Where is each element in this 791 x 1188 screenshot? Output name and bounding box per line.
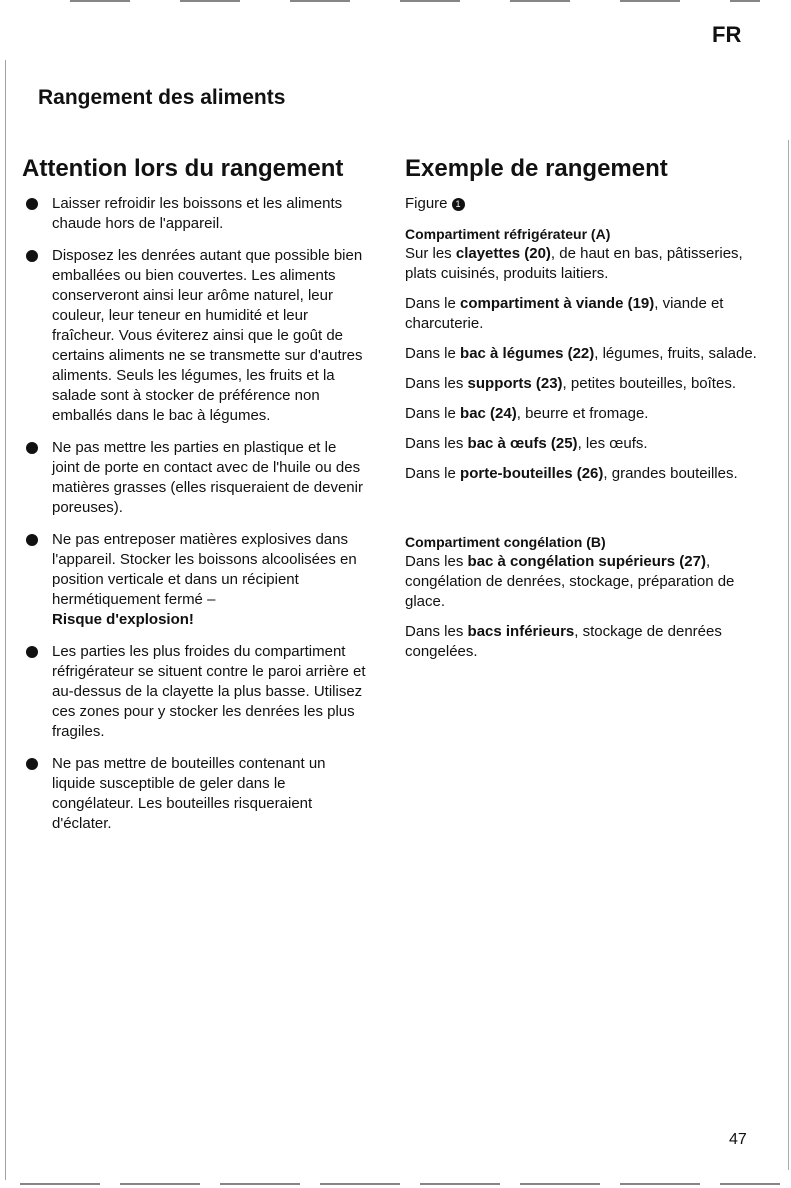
- bullet-icon: [26, 442, 38, 454]
- fridge-subheading: Compartiment réfrigérateur (A): [405, 226, 611, 242]
- right-column: [405, 154, 765, 672]
- figure-reference: Figure 1: [405, 194, 765, 214]
- left-heading: Attention lors du rangement: [22, 155, 344, 182]
- list-item: Laisser refroidir les boissons et les aliments chaude hors de l'appareil.: [22, 194, 367, 234]
- bullet-icon: [26, 534, 38, 546]
- list-item: Disposez les denrées autant que possible bien emballées ou bien couvertes. Les aliments conserveront ainsi leur arôme naturel, leur couleur, leur teneur en humidité et leur fraîcheur. Vous éviterez ainsi que le goût de certains aliments ne se transmette sur d'autres aliments. Seuls les légumes, les fruits et la salade sont à stocker de préférence non emballés dans le bac à légumes.: [22, 246, 367, 426]
- list-item: Ne pas mettre les parties en plastique et le joint de porte en contact avec de l'huile ou des matières grasses (elles risqueraient de devenir poreuses).: [22, 438, 367, 518]
- paragraph: Dans les supports (23), petites bouteilles, boîtes.: [405, 375, 736, 392]
- spacer: [405, 494, 765, 532]
- paragraph: Sur les clayettes (20), de haut en bas, pâtisseries, plats cuisinés, produits laitiers.: [405, 245, 743, 282]
- right-heading: Exemple de rangement: [405, 155, 668, 182]
- section-title: Rangement des aliments: [38, 86, 286, 109]
- bullet-icon: [26, 646, 38, 658]
- left-margin-rule: [5, 60, 6, 1180]
- paragraph: Dans les bac à œufs (25), les œufs.: [405, 435, 648, 452]
- paragraph: Dans le compartiment à viande (19), viande et charcuterie.: [405, 295, 724, 332]
- top-rule: [70, 0, 760, 2]
- explosion-warning: Risque d'explosion!: [52, 611, 194, 628]
- freezer-subheading: Compartiment congélation (B): [405, 534, 606, 550]
- right-margin-rule: [788, 140, 789, 1170]
- bullet-list: [22, 194, 367, 834]
- bullet-icon: [26, 198, 38, 210]
- language-label: FR: [712, 22, 742, 47]
- figure-number-icon: 1: [452, 198, 465, 211]
- bullet-icon: [26, 250, 38, 262]
- paragraph: Dans le bac à légumes (22), légumes, fruits, salade.: [405, 345, 757, 362]
- list-item: Ne pas mettre de bouteilles contenant un liquide susceptible de geler dans le congélateur. Les bouteilles risqueraient d'éclater.: [22, 754, 367, 834]
- paragraph: Dans les bac à congélation supérieurs (27), congélation de denrées, stockage, préparation de glace.: [405, 553, 735, 610]
- list-item: Les parties les plus froides du compartiment réfrigérateur se situent contre le paroi arrière et au-dessus de la clayette la plus basse. Utilisez ces zones pour y stocker les denrées les plus fragiles.: [22, 642, 367, 742]
- page-number: 47: [729, 1131, 747, 1148]
- paragraph: Dans les bacs inférieurs, stockage de denrées congelées.: [405, 623, 722, 660]
- bullet-icon: [26, 758, 38, 770]
- paragraph: Dans le porte-bouteilles (26), grandes bouteilles.: [405, 465, 738, 482]
- paragraph: Dans le bac (24), beurre et fromage.: [405, 405, 649, 422]
- bottom-rule: [20, 1183, 780, 1185]
- list-item: Ne pas entreposer matières explosives dans l'appareil. Stocker les boissons alcoolisées en position verticale et dans un récipient hermétiquement fermé – Risque d'explosion!: [22, 530, 367, 630]
- left-column: [22, 154, 367, 846]
